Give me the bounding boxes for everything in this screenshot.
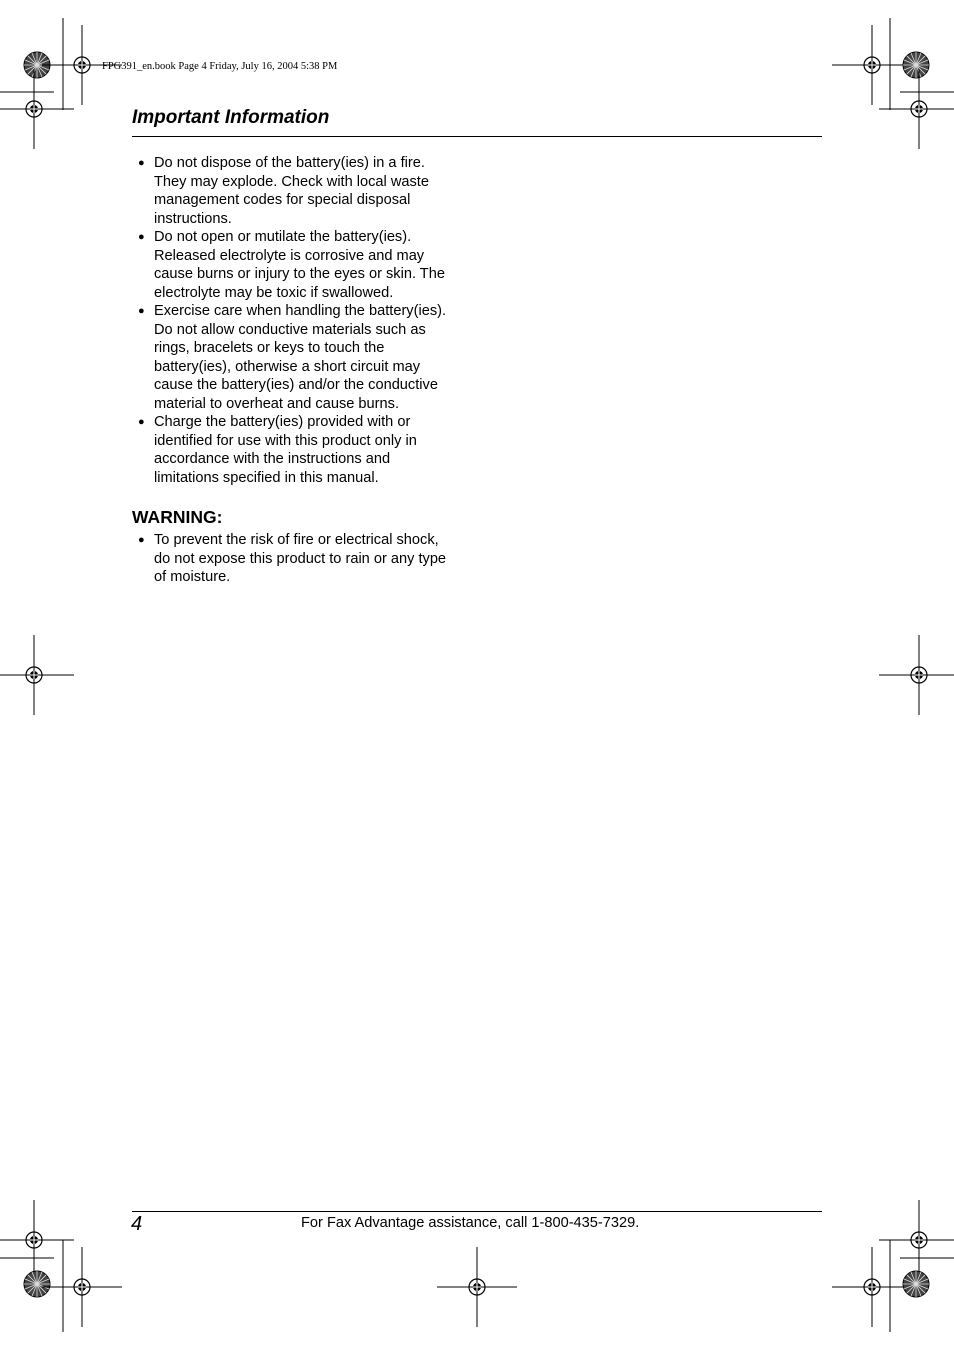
list-item-text: Exercise care when handling the battery(ies). Do not allow conductive materials such as rings, bracelets or keys to touch the battery(ies), otherwise a short circuit may cause the battery(ies) and/or the conductive material to overheat and cause burns. (154, 303, 447, 412)
bullet-icon: ● (138, 157, 145, 169)
list-item (138, 228, 458, 302)
bullet-icon: ● (138, 231, 145, 243)
list-item-text: Do not open or mutilate the battery(ies). Released electrolyte is corrosive and may cause burns or injury to the eyes or skin. The electrolyte may be toxic if swallowed. (154, 229, 445, 301)
list-item (138, 154, 458, 228)
list-item-text: Do not dispose of the battery(ies) in a fire. They may explode. Check with local waste management codes for special disposal instructions. (154, 155, 429, 227)
page-title: Important Information (132, 107, 330, 128)
print-slug: FPG391_en.book Page 4 Friday, July 16, 2004 5:38 PM (102, 61, 338, 72)
bullet-icon: ● (138, 416, 145, 428)
battery-precautions-list (138, 154, 458, 487)
bullet-icon: ● (138, 305, 145, 317)
warning-heading: WARNING: (132, 507, 223, 527)
footer-assistance-text: For Fax Advantage assistance, call 1-800-435-7329. (301, 1215, 640, 1231)
list-item (138, 531, 458, 587)
bullet-icon: ● (138, 534, 145, 546)
warning-list (138, 531, 458, 587)
content-column (132, 154, 458, 587)
list-item-text: To prevent the risk of fire or electrical shock, do not expose this product to rain or any type of moisture. (154, 532, 447, 585)
list-item-text: Charge the battery(ies) provided with or identified for use with this product only in accordance with the instructions and limitations specified in this manual. (154, 414, 417, 486)
header-divider (132, 136, 822, 137)
list-item (138, 413, 458, 487)
page-number: 4 (131, 1213, 143, 1235)
list-item (138, 302, 458, 413)
footer-divider (132, 1211, 822, 1212)
